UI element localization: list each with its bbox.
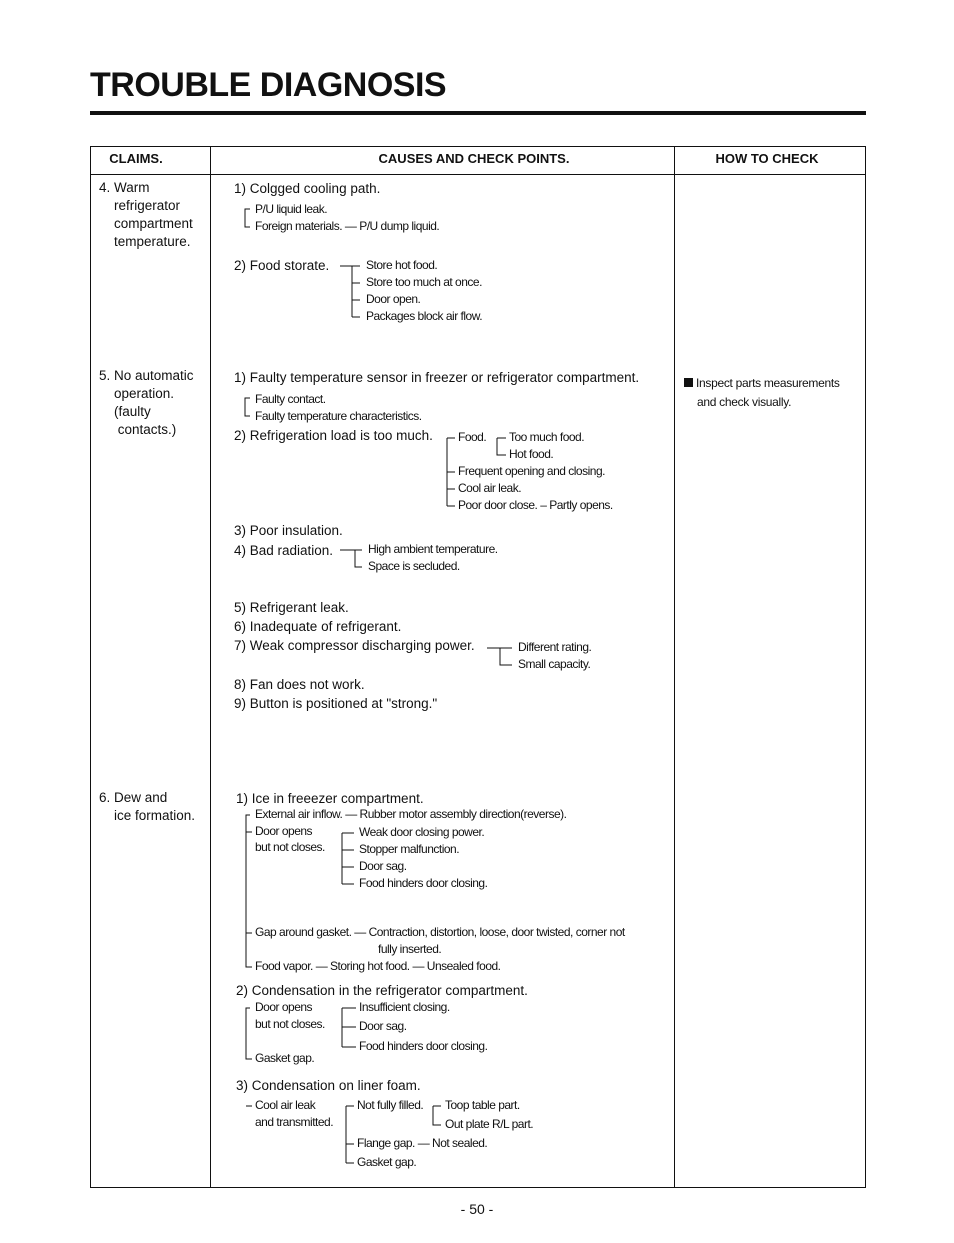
sub-item: Gap around gasket. — Contraction, distortion, loose, door twisted, corner not [255, 925, 625, 939]
cause-4-1: 1) Colgged cooling path. [234, 181, 381, 196]
sub-item: Weak door closing power. [359, 825, 485, 839]
sub-item: Not fully filled. [357, 1098, 424, 1112]
sub-item: Flange gap. — Not sealed. [357, 1136, 488, 1150]
how-to-check-line: and check visually. [697, 395, 792, 409]
sub-item: Door open. [366, 292, 421, 306]
how-to-check-line: Inspect parts measurements [696, 376, 840, 390]
sub-item: High ambient temperature. [368, 542, 498, 556]
cause-5-4: 4) Bad radiation. [234, 543, 334, 558]
sub-item: Small capacity. [518, 657, 591, 671]
sub-item: Gasket gap. [357, 1155, 417, 1169]
sub-item: Hot food. [509, 447, 554, 461]
sub-item: Store too much at once. [366, 275, 482, 289]
sub-item: Frequent opening and closing. [458, 464, 605, 478]
sub-item: External air inflow. — Rubber motor assembly direction(reverse). [255, 807, 567, 821]
sub-item: Door opens [255, 1000, 313, 1014]
sub-item: Door sag. [359, 1019, 407, 1033]
sub-item: Food. [458, 430, 487, 444]
sub-item: Door opens [255, 824, 313, 838]
cause-5-6: 6) Inadequate of refrigerant. [234, 619, 402, 634]
sub-item: Insufficient closing. [359, 1000, 450, 1014]
sub-item: Food hinders door closing. [359, 876, 488, 890]
sub-item: Door sag. [359, 859, 407, 873]
cause-5-2: 2) Refrigeration load is too much. [234, 428, 433, 443]
cause-5-8: 8) Fan does not work. [234, 677, 365, 692]
cause-4-2: 2) Food storate. [234, 258, 330, 273]
sub-item: P/U liquid leak. [255, 202, 328, 216]
header-claims: CLAIMS. [109, 151, 163, 166]
cause-5-3: 3) Poor insulation. [234, 523, 343, 538]
page-title: TROUBLE DIAGNOSIS [90, 66, 447, 104]
sub-item: Different rating. [518, 640, 592, 654]
sub-item: Food vapor. — Storing hot food. — Unsealed food. [255, 959, 501, 973]
sub-item: Poor door close. – Partly opens. [458, 498, 613, 512]
sub-item: Foreign materials. — P/U dump liquid. [255, 219, 440, 233]
sub-item: Space is secluded. [368, 559, 460, 573]
sub-item: Faulty contact. [255, 392, 326, 406]
sub-item: Store hot food. [366, 258, 438, 272]
header-how-to-check: HOW TO CHECK [715, 151, 819, 166]
sub-item: but not closes. [255, 1017, 325, 1031]
claim-6: 6. Dew and ice formation. [99, 790, 196, 823]
claim-5: 5. No automatic operation. (faulty contacts.) [99, 368, 194, 437]
claim-4: 4. Warm refrigerator compartment temperature. [99, 180, 193, 249]
page-number: - 50 - [460, 1201, 494, 1217]
sub-item: Too much food. [509, 430, 585, 444]
sub-item: Gasket gap. [255, 1051, 315, 1065]
sub-item: Food hinders door closing. [359, 1039, 488, 1053]
sub-item: Out plate R/L part. [445, 1117, 534, 1131]
sub-item: Packages block air flow. [366, 309, 483, 323]
cause-5-9: 9) Button is positioned at "strong." [234, 696, 438, 711]
sub-item: and transmitted. [255, 1115, 334, 1129]
sub-item: Stopper malfunction. [359, 842, 460, 856]
cause-6-1: 1) Ice in freeezer compartment. [236, 791, 424, 806]
cause-5-7: 7) Weak compressor discharging power. [234, 638, 475, 653]
cause-5-1: 1) Faulty temperature sensor in freezer or refrigerator compartment. [234, 370, 640, 385]
cause-6-3: 3) Condensation on liner foam. [236, 1078, 421, 1093]
sub-item: Cool air leak [255, 1098, 316, 1112]
sub-item: fully inserted. [378, 942, 442, 956]
sub-item: but not closes. [255, 840, 325, 854]
header-causes: CAUSES AND CHECK POINTS. [378, 151, 570, 166]
sub-item: Faulty temperature characteristics. [255, 409, 422, 423]
sub-item: Cool air leak. [458, 481, 522, 495]
cause-5-5: 5) Refrigerant leak. [234, 600, 349, 615]
sub-item: Toop table part. [445, 1098, 520, 1112]
cause-6-2: 2) Condensation in the refrigerator compartment. [236, 983, 528, 998]
